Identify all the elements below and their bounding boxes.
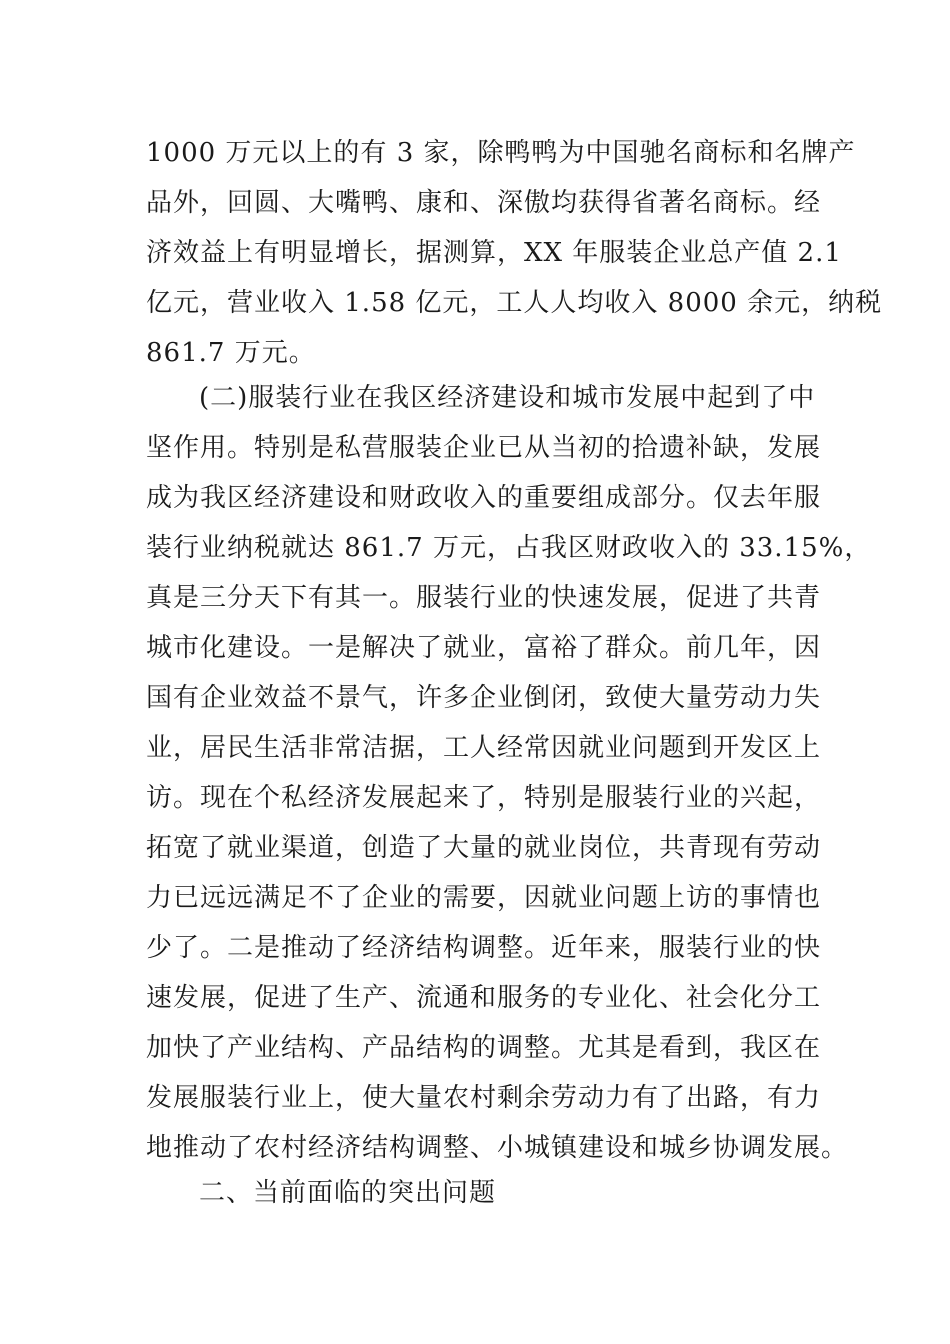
text-line: 成为我区经济建设和财政收入的重要组成部分。仅去年服 bbox=[146, 483, 822, 513]
paragraph-2 bbox=[146, 373, 872, 1173]
text-line: 加快了产业结构、产品结构的调整。尤其是看到，我区在 bbox=[146, 1033, 822, 1063]
text-line: 坚作用。特别是私营服装企业已从当初的拾遗补缺，发展 bbox=[146, 433, 822, 463]
text-line: 速发展，促进了生产、流通和服务的专业化、社会化分工 bbox=[146, 983, 822, 1013]
text-line: 少了。二是推动了经济结构调整。近年来，服装行业的快 bbox=[146, 933, 822, 963]
paragraph-1 bbox=[146, 128, 883, 378]
section-heading bbox=[146, 1168, 808, 1218]
text-line: 国有企业效益不景气，许多企业倒闭，致使大量劳动力失 bbox=[146, 683, 822, 713]
text-line: 济效益上有明显增长，据测算，XX 年服装企业总产值 2.1 bbox=[146, 238, 842, 268]
text-line: 业，居民生活非常洁据，工人经常因就业问题到开发区上 bbox=[146, 733, 822, 763]
text-line: 力已远远满足不了企业的需要，因就业问题上访的事情也 bbox=[146, 883, 822, 913]
text-line: 访。现在个私经济发展起来了，特别是服装行业的兴起， bbox=[146, 783, 822, 813]
text-line: 1000 万元以上的有 3 家，除鸭鸭为中国驰名商标和名牌产 bbox=[146, 138, 856, 168]
text-line: 城市化建设。一是解决了就业，富裕了群众。前几年，因 bbox=[146, 633, 822, 663]
text-line: 地推动了农村经济结构调整、小城镇建设和城乡协调发展。 bbox=[146, 1133, 849, 1163]
text-line: 亿元，营业收入 1.58 亿元，工人人均收入 8000 余元，纳税 bbox=[146, 288, 883, 318]
text-line: (二)服装行业在我区经济建设和城市发展中起到了中 bbox=[199, 383, 816, 413]
text-line: 品外，回圆、大嘴鸭、康和、深傲均获得省著名商标。经 bbox=[146, 188, 822, 218]
text-line: 861.7 万元。 bbox=[146, 338, 316, 368]
text-line: 拓宽了就业渠道，创造了大量的就业岗位，共青现有劳动 bbox=[146, 833, 822, 863]
section-heading-text: 二、当前面临的突出问题 bbox=[199, 1178, 497, 1208]
text-line: 发展服装行业上，使大量农村剩余劳动力有了出路，有力 bbox=[146, 1083, 822, 1113]
text-line: 真是三分天下有其一。服装行业的快速发展，促进了共青 bbox=[146, 583, 822, 613]
text-line: 装行业纳税就达 861.7 万元，占我区财政收入的 33.15%， bbox=[146, 533, 872, 563]
